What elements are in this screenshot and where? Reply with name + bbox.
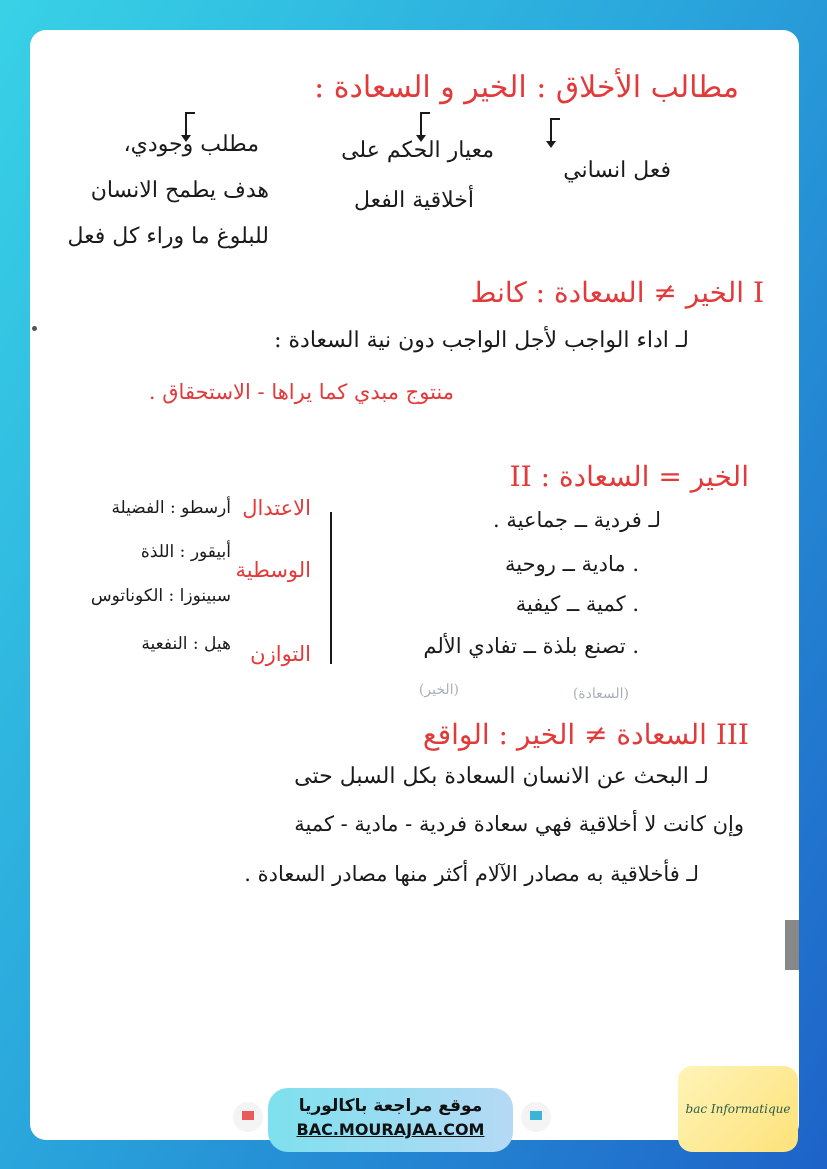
- item-criterion-line-2: أخلاقية الفعل: [353, 188, 474, 213]
- footer-banner[interactable]: [268, 1088, 513, 1152]
- item-criterion-line-1: معيار الحكم على: [341, 138, 494, 163]
- section1-line1: ﻟـ اداء الواجب لأجل الواجب دون نية السعادة :: [274, 328, 689, 353]
- notebook-page: [30, 30, 799, 1140]
- item-goal-line-1: مطلب وجودي،: [123, 132, 259, 157]
- bac-informatique-badge: bac Informatique: [678, 1066, 798, 1152]
- page-edge-mark: [785, 920, 799, 970]
- philosopher-spinoza: سبينوزا : الكوناتوس: [90, 586, 231, 606]
- footer-site-label: موقع مراجعة باكالوريا: [298, 1096, 483, 1116]
- site-logo-left: [233, 1102, 263, 1132]
- section2-heading: الخير = السعادة : II: [509, 460, 749, 493]
- bracket: [330, 512, 332, 664]
- arrow-2: [420, 112, 422, 138]
- item-human-act: فعل انساني: [563, 158, 671, 183]
- item-goal-line-3: للبلوغ ما وراء كل فعل: [67, 224, 269, 249]
- philosopher-epicurus: أبيقور : اللذة: [140, 542, 231, 562]
- faint-label-good: (الخير): [418, 682, 459, 698]
- philosopher-mill: هيل : النفعية: [141, 634, 231, 654]
- section1-heading: I الخير ≠ السعادة : كانط: [470, 276, 764, 309]
- arrow-1: [550, 118, 552, 144]
- philosopher-aristotle: أرسطو : الفضيلة: [111, 498, 231, 518]
- section2-list-item-2: . مادية ــ روحية: [505, 552, 639, 576]
- section3-heading: III السعادة ≠ الخير : الواقع: [422, 718, 749, 751]
- site-logo-right: [521, 1102, 551, 1132]
- page-title: مطالب الأخلاق : الخير و السعادة :: [314, 70, 739, 105]
- footer-url-link[interactable]: BAC.MOURAJAA.COM: [296, 1120, 485, 1139]
- section3-line2: وإن كانت لا أخلاقية فهي سعادة فردية - مادية - كمية: [294, 812, 744, 836]
- label-moderation: الاعتدال: [242, 496, 311, 520]
- label-balance: التوازن: [250, 642, 311, 666]
- section1-line2: منتوج مبدي كما يراها - الاستحقاق .: [148, 380, 454, 404]
- label-middle-way: الوسطية: [235, 558, 311, 582]
- margin-dot: [32, 326, 37, 331]
- section2-list-item-1: ﻟـ فردية ــ جماعية .: [493, 508, 661, 532]
- section3-line3: ﻟـ فأخلاقية به مصادر الآلام أكثر منها مصادر السعادة .: [244, 862, 699, 886]
- faint-label-happiness: (السعادة): [572, 686, 629, 702]
- item-goal-line-2: هدف يطمح الانسان: [90, 178, 269, 203]
- section2-list-item-3: . كمية ــ كيفية: [515, 592, 639, 616]
- section2-list-item-4: . تصنع بلذة ــ تفادي الألم: [423, 634, 639, 658]
- section3-line1: ﻟـ البحث عن الانسان السعادة بكل السبل حتى: [294, 764, 709, 789]
